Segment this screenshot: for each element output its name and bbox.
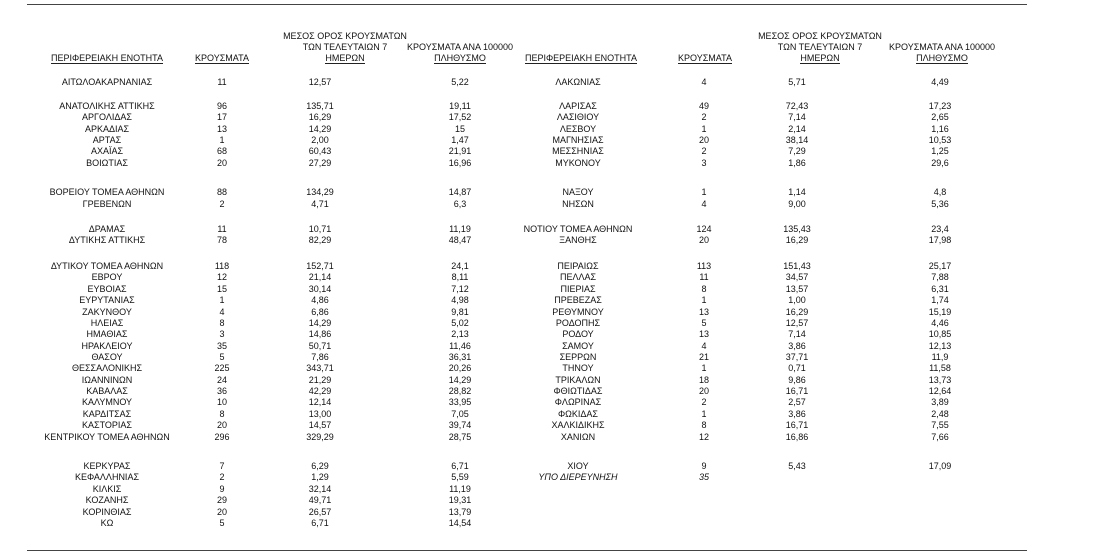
cell-region: ΡΟΔΟΠΗΣ bbox=[555, 318, 601, 328]
cell-per100k: 5,36 bbox=[931, 199, 949, 209]
cell-region: ΔΥΤΙΚΗΣ ΑΤΤΙΚΗΣ bbox=[68, 235, 146, 245]
cell-region: ΦΛΩΡΙΝΑΣ bbox=[554, 397, 602, 407]
cell-avg: 4,86 bbox=[311, 295, 329, 305]
cell-per100k: 3,89 bbox=[931, 397, 949, 407]
cell-region: ΠΕΙΡΑΙΩΣ bbox=[557, 261, 599, 271]
cell-avg: 134,29 bbox=[306, 187, 334, 197]
cell-avg: 26,57 bbox=[308, 507, 332, 517]
cell-cases: 5 bbox=[701, 318, 707, 328]
cell-region: ΛΑΣΙΘΙΟΥ bbox=[556, 112, 600, 122]
cell-avg: 152,71 bbox=[306, 261, 334, 271]
cell-region: ΕΥΡΥΤΑΝΙΑΣ bbox=[79, 295, 135, 305]
cell-per100k: 28,75 bbox=[448, 432, 472, 442]
cell-cases: 35 bbox=[216, 341, 227, 351]
cell-cases: 8 bbox=[701, 420, 707, 430]
cell-avg: 343,71 bbox=[306, 363, 334, 373]
cell-cases: 11 bbox=[217, 224, 227, 234]
cell-per100k: 25,17 bbox=[928, 261, 952, 271]
cell-region: ΗΜΑΘΙΑΣ bbox=[86, 329, 128, 339]
cell-avg: 2,14 bbox=[788, 124, 806, 134]
cell-cases: 3 bbox=[701, 158, 707, 168]
cell-per100k: 2,13 bbox=[451, 329, 469, 339]
right-header-per100k: ΚΡΟΥΣΜΑΤΑ ΑΝΑ 100000 ΠΛΗΘΥΣΜΟ bbox=[889, 42, 995, 63]
cell-cases: 96 bbox=[216, 101, 227, 111]
cell-avg: 7,14 bbox=[788, 329, 806, 339]
cell-cases: 78 bbox=[216, 235, 227, 245]
cell-avg: 14,57 bbox=[308, 420, 332, 430]
left-header-cases: ΚΡΟΥΣΜΑΤΑ bbox=[195, 53, 249, 63]
cell-region: ΘΕΣΣΑΛΟΝΙΚΗΣ bbox=[71, 363, 143, 373]
cell-cases: 2 bbox=[701, 146, 707, 156]
cell-avg: 9,00 bbox=[788, 199, 806, 209]
cell-per100k: 17,23 bbox=[928, 101, 952, 111]
bottom-rule bbox=[27, 550, 1027, 551]
cell-cases: 296 bbox=[214, 432, 230, 442]
cell-region: ΛΑΚΩΝΙΑΣ bbox=[555, 77, 601, 87]
cell-region: ΕΒΡΟΥ bbox=[91, 272, 123, 282]
cell-avg: 4,71 bbox=[311, 199, 329, 209]
cell-region: ΕΥΒΟΙΑΣ bbox=[87, 284, 127, 294]
cell-cases: 8 bbox=[219, 409, 225, 419]
cell-region: ΑΡΚΑΔΙΑΣ bbox=[84, 124, 130, 134]
cell-cases: 8 bbox=[701, 284, 707, 294]
cell-avg: 3,86 bbox=[788, 409, 806, 419]
cell-per100k: 7,05 bbox=[451, 409, 469, 419]
cell-per100k: 29,6 bbox=[931, 158, 949, 168]
cell-region: ΒΟΡΕΙΟΥ ΤΟΜΕΑ ΑΘΗΝΩΝ bbox=[49, 187, 165, 197]
cell-cases: 1 bbox=[701, 187, 707, 197]
cell-per100k: 24,1 bbox=[451, 261, 469, 271]
cell-cases: 8 bbox=[219, 318, 225, 328]
cell-per100k: 10,53 bbox=[928, 135, 952, 145]
cell-region: ΚΑΒΑΛΑΣ bbox=[86, 386, 128, 396]
cell-region: ΚΑΡΔΙΤΣΑΣ bbox=[82, 409, 132, 419]
cell-avg: 30,14 bbox=[308, 284, 332, 294]
cell-per100k: 28,82 bbox=[448, 386, 472, 396]
cell-per100k: 2,65 bbox=[931, 112, 949, 122]
right-header-cases: ΚΡΟΥΣΜΑΤΑ bbox=[678, 53, 732, 63]
cell-region: ΜΕΣΣΗΝΙΑΣ bbox=[552, 146, 604, 156]
cell-per100k: 1,16 bbox=[931, 124, 949, 134]
cell-per100k: 14,29 bbox=[448, 375, 472, 385]
cell-avg: 5,71 bbox=[788, 77, 806, 87]
cell-avg: 151,43 bbox=[783, 261, 811, 271]
cell-cases: 12 bbox=[698, 432, 709, 442]
cell-region: ΖΑΚΥΝΘΟΥ bbox=[82, 307, 132, 317]
cell-per100k: 7,12 bbox=[451, 284, 469, 294]
cell-cases: 11 bbox=[217, 77, 227, 87]
cell-avg: 1,29 bbox=[311, 472, 329, 482]
cell-region: ΗΡΑΚΛΕΙΟΥ bbox=[81, 341, 133, 351]
cell-cases: 2 bbox=[701, 397, 707, 407]
cell-cases: 15 bbox=[216, 284, 227, 294]
cell-per100k: 11,58 bbox=[929, 363, 951, 373]
cell-region: ΑΧΑΪΑΣ bbox=[90, 146, 124, 156]
cell-per100k: 15,19 bbox=[928, 307, 952, 317]
cell-region: ΔΡΑΜΑΣ bbox=[88, 224, 126, 234]
cell-avg: 16,86 bbox=[785, 432, 809, 442]
cell-cases: 13 bbox=[216, 124, 227, 134]
top-rule bbox=[27, 4, 1027, 5]
cell-avg: 6,86 bbox=[311, 307, 329, 317]
cell-cases: 1 bbox=[219, 295, 225, 305]
cell-cases: 35 bbox=[698, 472, 709, 482]
cell-per100k: 11,9 bbox=[931, 352, 949, 362]
cell-region: ΚΑΛΥΜΝΟΥ bbox=[81, 397, 133, 407]
cell-per100k: 4,46 bbox=[931, 318, 949, 328]
cell-region: ΘΑΣΟΥ bbox=[91, 352, 123, 362]
cell-per100k: 9,81 bbox=[451, 307, 469, 317]
cell-cases: 9 bbox=[219, 484, 225, 494]
cell-per100k: 1,74 bbox=[931, 295, 949, 305]
cell-avg: 14,29 bbox=[308, 124, 332, 134]
cell-cases: 12 bbox=[216, 272, 227, 282]
cell-avg: 135,71 bbox=[306, 101, 334, 111]
cell-avg: 50,71 bbox=[308, 341, 332, 351]
cell-per100k: 5,59 bbox=[451, 472, 469, 482]
cell-avg: 21,14 bbox=[308, 272, 332, 282]
cell-cases: 4 bbox=[219, 307, 225, 317]
cell-region: ΚΟΡΙΝΘΙΑΣ bbox=[82, 507, 132, 517]
cell-region: ΝΗΣΩΝ bbox=[562, 199, 594, 209]
cell-avg: 7,29 bbox=[788, 146, 806, 156]
cell-avg: 0,71 bbox=[788, 363, 806, 373]
cell-cases: 36 bbox=[216, 386, 227, 396]
cell-per100k: 21,91 bbox=[448, 146, 472, 156]
cell-per100k: 11,46 bbox=[449, 341, 471, 351]
cell-cases: 13 bbox=[698, 329, 709, 339]
cell-per100k: 12,13 bbox=[928, 341, 952, 351]
cell-region: ΜΥΚΟΝΟΥ bbox=[555, 158, 601, 168]
cell-region: ΣΑΜΟΥ bbox=[562, 341, 594, 351]
cell-cases: 1 bbox=[701, 124, 707, 134]
cell-per100k: 39,74 bbox=[448, 420, 472, 430]
cell-per100k: 15 bbox=[454, 124, 465, 134]
cell-per100k: 14,54 bbox=[448, 518, 472, 528]
cell-region: ΚΕΡΚΥΡΑΣ bbox=[83, 461, 131, 471]
cell-per100k: 33,95 bbox=[448, 397, 472, 407]
cell-cases: 20 bbox=[698, 235, 709, 245]
cell-per100k: 7,66 bbox=[931, 432, 949, 442]
cell-cases: 20 bbox=[698, 386, 709, 396]
cell-cases: 4 bbox=[701, 341, 707, 351]
cell-region: ΝΟΤΙΟΥ ΤΟΜΕΑ ΑΘΗΝΩΝ bbox=[523, 224, 633, 234]
cell-region: ΦΘΙΩΤΙΔΑΣ bbox=[553, 386, 603, 396]
cell-cases: 7 bbox=[219, 461, 225, 471]
cell-cases: 13 bbox=[698, 307, 709, 317]
cell-avg: 72,43 bbox=[785, 101, 809, 111]
cell-avg: 329,29 bbox=[306, 432, 334, 442]
cell-per100k: 48,47 bbox=[448, 235, 472, 245]
cell-region: ΜΑΓΝΗΣΙΑΣ bbox=[552, 135, 604, 145]
cell-per100k: 4,8 bbox=[933, 187, 947, 197]
cell-region: ΠΡΕΒΕΖΑΣ bbox=[554, 295, 602, 305]
cell-cases: 9 bbox=[701, 461, 707, 471]
cell-avg: 12,57 bbox=[785, 318, 809, 328]
cell-region: ΔΥΤΙΚΟΥ ΤΟΜΕΑ ΑΘΗΝΩΝ bbox=[50, 261, 164, 271]
cell-cases: 1 bbox=[701, 363, 707, 373]
cell-per100k: 23,4 bbox=[931, 224, 949, 234]
cell-region: ΧΙΟΥ bbox=[567, 461, 589, 471]
cell-avg: 82,29 bbox=[308, 235, 332, 245]
cell-cases: 225 bbox=[214, 363, 230, 373]
cell-region: ΛΕΣΒΟΥ bbox=[559, 124, 597, 134]
cell-per100k: 17,52 bbox=[448, 112, 472, 122]
cell-region: ΠΙΕΡΙΑΣ bbox=[560, 284, 596, 294]
cell-region: ΑΡΓΟΛΙΔΑΣ bbox=[82, 112, 132, 122]
cell-avg: 9,86 bbox=[788, 375, 806, 385]
cell-avg: 16,29 bbox=[785, 307, 809, 317]
cell-per100k: 19,31 bbox=[448, 495, 472, 505]
cell-per100k: 11,19 bbox=[449, 484, 471, 494]
cell-per100k: 4,98 bbox=[451, 295, 469, 305]
cell-cases: 1 bbox=[219, 135, 225, 145]
cell-cases: 1 bbox=[701, 409, 707, 419]
cell-avg: 1,86 bbox=[788, 158, 806, 168]
cell-avg: 3,86 bbox=[788, 341, 806, 351]
cell-avg: 60,43 bbox=[308, 146, 332, 156]
cell-region: ΒΟΙΩΤΙΑΣ bbox=[86, 158, 128, 168]
cell-region: ΚΟΖΑΝΗΣ bbox=[85, 495, 129, 505]
cell-region: ΦΩΚΙΔΑΣ bbox=[558, 409, 598, 419]
cell-cases: 124 bbox=[696, 224, 712, 234]
cell-region: ΣΕΡΡΩΝ bbox=[559, 352, 597, 362]
cell-cases: 20 bbox=[698, 135, 709, 145]
right-header-avg: ΜΕΣΟΣ ΟΡΟΣ ΚΡΟΥΣΜΑΤΩΝ ΤΩΝ ΤΕΛΕΥΤΑΙΩΝ 7 ΗΜΕΡΩΝ bbox=[758, 31, 882, 63]
cell-per100k: 5,22 bbox=[451, 77, 469, 87]
cell-avg: 6,71 bbox=[311, 518, 329, 528]
cell-cases: 49 bbox=[698, 101, 709, 111]
cell-avg: 5,43 bbox=[788, 461, 806, 471]
cell-avg: 16,29 bbox=[308, 112, 332, 122]
cell-cases: 113 bbox=[696, 261, 712, 271]
cell-region: ΧΑΝΙΩΝ bbox=[560, 432, 596, 442]
cell-per100k: 13,79 bbox=[448, 507, 472, 517]
cell-region: ΗΛΕΙΑΣ bbox=[90, 318, 124, 328]
cell-region: ΚΩ bbox=[100, 518, 114, 528]
cell-cases: 68 bbox=[216, 146, 227, 156]
cell-cases: 4 bbox=[701, 77, 707, 87]
cell-avg: 21,29 bbox=[308, 375, 332, 385]
cell-per100k: 2,48 bbox=[931, 409, 949, 419]
cell-avg: 16,71 bbox=[785, 420, 809, 430]
cell-cases: 20 bbox=[216, 420, 227, 430]
cell-avg: 13,00 bbox=[308, 409, 332, 419]
cell-region: ΡΟΔΟΥ bbox=[562, 329, 594, 339]
cell-per100k: 11,19 bbox=[449, 224, 471, 234]
cell-per100k: 5,02 bbox=[451, 318, 469, 328]
cell-cases: 20 bbox=[216, 158, 227, 168]
cell-avg: 135,43 bbox=[783, 224, 811, 234]
cell-avg: 1,14 bbox=[788, 187, 806, 197]
cell-cases: 5 bbox=[219, 352, 225, 362]
cell-avg: 12,14 bbox=[308, 397, 332, 407]
cell-per100k: 20,26 bbox=[448, 363, 472, 373]
cell-avg: 7,14 bbox=[788, 112, 806, 122]
cell-avg: 16,29 bbox=[785, 235, 809, 245]
cell-cases: 21 bbox=[698, 352, 709, 362]
cell-region: ΙΩΑΝΝΙΝΩΝ bbox=[81, 375, 133, 385]
cell-region: ΓΡΕΒΕΝΩΝ bbox=[82, 199, 132, 209]
cell-avg: 49,71 bbox=[308, 495, 332, 505]
cell-cases: 5 bbox=[219, 518, 225, 528]
cell-avg: 34,57 bbox=[785, 272, 809, 282]
cell-region: ΑΡΤΑΣ bbox=[92, 135, 122, 145]
cell-cases: 88 bbox=[216, 187, 227, 197]
cell-region: ΤΡΙΚΑΛΩΝ bbox=[555, 375, 601, 385]
cell-per100k: 16,96 bbox=[448, 158, 472, 168]
cell-per100k: 17,09 bbox=[928, 461, 952, 471]
cell-avg: 37,71 bbox=[785, 352, 809, 362]
cell-avg: 2,00 bbox=[311, 135, 329, 145]
cell-region: ΛΑΡΙΣΑΣ bbox=[559, 101, 597, 111]
cell-region: ΚΙΛΚΙΣ bbox=[92, 484, 122, 494]
left-header-region: ΠΕΡΙΦΕΡΕΙΑΚΗ ΕΝΟΤΗΤΑ bbox=[50, 53, 164, 63]
cell-per100k: 1,47 bbox=[451, 135, 469, 145]
cell-avg: 10,71 bbox=[308, 224, 332, 234]
cell-cases: 1 bbox=[701, 295, 707, 305]
cell-cases: 18 bbox=[698, 375, 709, 385]
cell-per100k: 6,71 bbox=[451, 461, 469, 471]
cell-cases: 3 bbox=[219, 329, 225, 339]
cell-avg: 1,00 bbox=[788, 295, 806, 305]
cell-region: ΠΕΛΛΑΣ bbox=[559, 272, 597, 282]
cell-per100k: 17,98 bbox=[928, 235, 952, 245]
cell-per100k: 7,55 bbox=[931, 420, 949, 430]
cell-per100k: 4,49 bbox=[931, 77, 949, 87]
cell-cases: 24 bbox=[216, 375, 227, 385]
cell-region: ΤΗΝΟΥ bbox=[562, 363, 594, 373]
cell-cases: 4 bbox=[701, 199, 707, 209]
cell-avg: 32,14 bbox=[308, 484, 332, 494]
cell-cases: 2 bbox=[219, 472, 225, 482]
cell-avg: 42,29 bbox=[308, 386, 332, 396]
cell-cases: 2 bbox=[701, 112, 707, 122]
cell-avg: 6,29 bbox=[311, 461, 329, 471]
cell-cases: 10 bbox=[216, 397, 227, 407]
cell-avg: 13,57 bbox=[785, 284, 809, 294]
cell-region: ΚΑΣΤΟΡΙΑΣ bbox=[82, 420, 132, 430]
cell-cases: 17 bbox=[216, 112, 227, 122]
cell-region: ΑΙΤΩΛΟΑΚΑΡΝΑΝΙΑΣ bbox=[61, 77, 153, 87]
cell-region: ΚΕΝΤΡΙΚΟΥ ΤΟΜΕΑ ΑΘΗΝΩΝ bbox=[44, 432, 170, 442]
cell-avg: 2,57 bbox=[788, 397, 806, 407]
left-header-per100k: ΚΡΟΥΣΜΑΤΑ ΑΝΑ 100000 ΠΛΗΘΥΣΜΟ bbox=[407, 42, 513, 63]
cell-region: ΑΝΑΤΟΛΙΚΗΣ ΑΤΤΙΚΗΣ bbox=[59, 101, 155, 111]
cell-avg: 7,86 bbox=[311, 352, 329, 362]
cell-per100k: 36,31 bbox=[448, 352, 472, 362]
cell-region: ΧΑΛΚΙΔΙΚΗΣ bbox=[551, 420, 605, 430]
cell-per100k: 12,64 bbox=[928, 386, 952, 396]
cell-per100k: 19,11 bbox=[449, 101, 471, 111]
right-header-region: ΠΕΡΙΦΕΡΕΙΑΚΗ ΕΝΟΤΗΤΑ bbox=[524, 53, 638, 63]
cell-per100k: 6,3 bbox=[453, 199, 467, 209]
cell-cases: 11 bbox=[699, 272, 709, 282]
cell-region: ΝΑΞΟΥ bbox=[562, 187, 594, 197]
cell-avg: 27,29 bbox=[308, 158, 332, 168]
cell-avg: 12,57 bbox=[308, 77, 332, 87]
cell-per100k: 10,85 bbox=[928, 329, 952, 339]
cell-avg: 14,29 bbox=[308, 318, 332, 328]
cell-region: ΥΠΟ ΔΙΕΡΕΥΝΗΣΗ bbox=[538, 472, 618, 482]
cell-cases: 2 bbox=[219, 199, 225, 209]
cell-per100k: 13,73 bbox=[928, 375, 952, 385]
cell-region: ΡΕΘΥΜΝΟΥ bbox=[552, 307, 604, 317]
cell-region: ΞΑΝΘΗΣ bbox=[559, 235, 597, 245]
cell-cases: 118 bbox=[214, 261, 230, 271]
cell-cases: 29 bbox=[216, 495, 227, 505]
cell-avg: 16,71 bbox=[785, 386, 809, 396]
cell-per100k: 6,31 bbox=[931, 284, 949, 294]
cell-per100k: 1,25 bbox=[931, 146, 949, 156]
cell-per100k: 7,88 bbox=[931, 272, 949, 282]
left-header-avg: ΜΕΣΟΣ ΟΡΟΣ ΚΡΟΥΣΜΑΤΩΝ ΤΩΝ ΤΕΛΕΥΤΑΙΩΝ 7 ΗΜΕΡΩΝ bbox=[283, 31, 407, 63]
cell-avg: 38,14 bbox=[785, 135, 809, 145]
cell-region: ΚΕΦΑΛΛΗΝΙΑΣ bbox=[74, 472, 140, 482]
cell-avg: 14,86 bbox=[308, 329, 332, 339]
cell-per100k: 14,87 bbox=[448, 187, 472, 197]
cell-per100k: 8,11 bbox=[451, 272, 469, 282]
cell-cases: 20 bbox=[216, 507, 227, 517]
